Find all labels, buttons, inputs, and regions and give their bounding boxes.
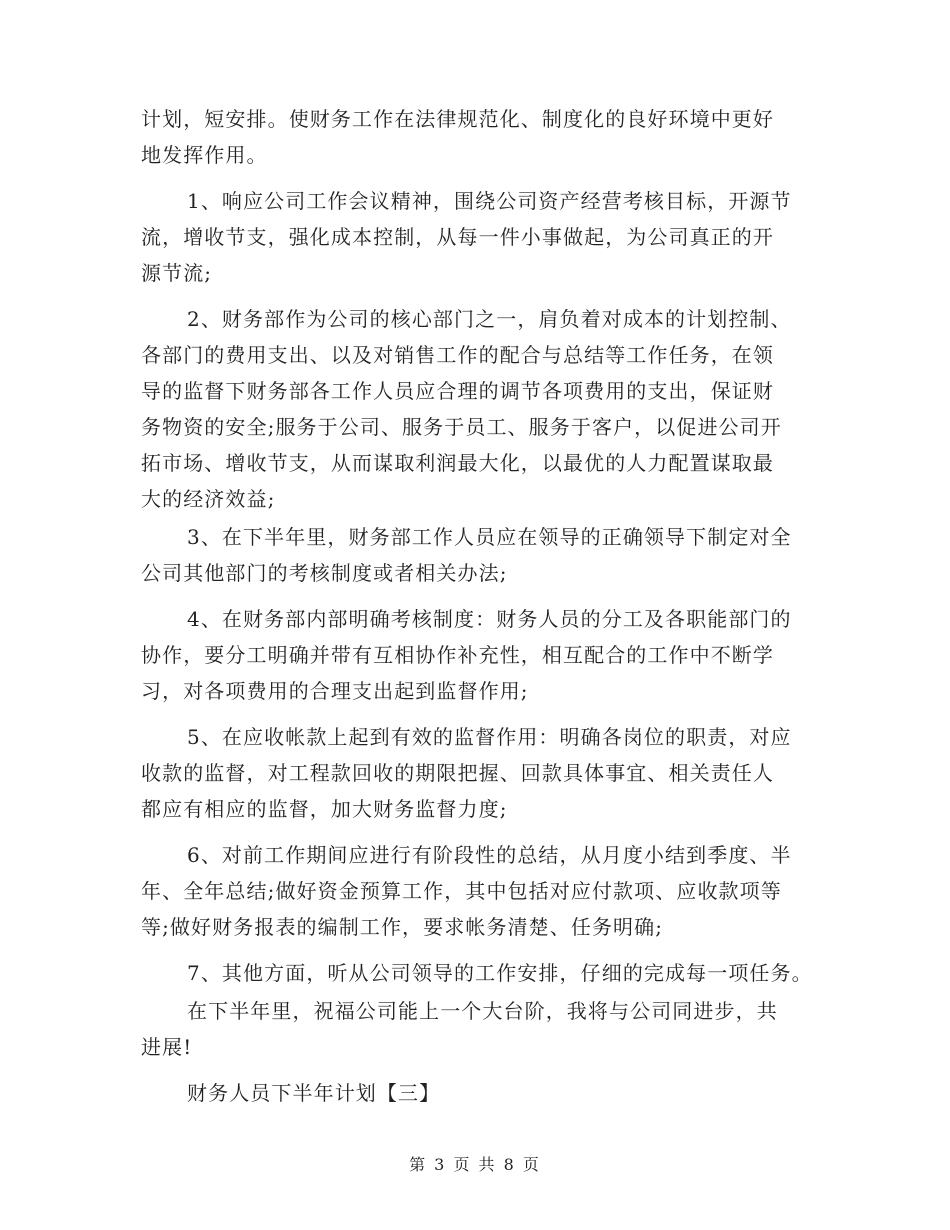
page-number: 第 3 页 共 8 页 — [409, 1155, 541, 1174]
text-line: 1、响应公司工作会议精神，围绕公司资产经营考核目标，开源节 — [187, 189, 792, 213]
text-line: 收款的监督，对工程款回收的期限把握、回款具体事宜、相关责任人 — [141, 761, 774, 785]
text-line: 各部门的费用支出、以及对销售工作的配合与总结等工作任务，在领 — [141, 343, 774, 367]
text-line: 导的监督下财务部各工作人员应合理的调节各项费用的支出，保证财 — [141, 379, 774, 403]
text-line: 大的经济效益; — [141, 487, 276, 511]
text-line: 4、在财务部内部明确考核制度：财务人员的分工及各职能部门的 — [187, 607, 792, 631]
text-line: 进展! — [141, 1035, 193, 1059]
text-line: 地发挥作用。 — [141, 143, 268, 167]
text-line: 务物资的安全;服务于公司、服务于员工、服务于客户，以促进公司开 — [141, 415, 782, 439]
text-line: 3、在下半年里，财务部工作人员应在领导的正确领导下制定对全 — [187, 525, 792, 549]
text-line: 2、财务部作为公司的核心部门之一，肩负着对成本的计划控制、 — [187, 307, 792, 331]
text-line: 7、其他方面，听从公司领导的工作安排，仔细的完成每一项任务。 — [187, 961, 813, 985]
text-line: 等;做好财务报表的编制工作，要求帐务清楚、任务明确; — [141, 915, 664, 939]
text-line: 公司其他部门的考核制度或者相关办法; — [141, 561, 508, 585]
text-line: 计划，短安排。使财务工作在法律规范化、制度化的良好环境中更好 — [141, 107, 774, 131]
text-line: 6、对前工作期间应进行有阶段性的总结，从月度小结到季度、半 — [187, 843, 792, 867]
text-line: 年、全年总结;做好资金预算工作，其中包括对应付款项、应收款项等 — [141, 879, 782, 903]
section-heading: 财务人员下半年计划【三】 — [187, 1081, 441, 1105]
text-line: 5、在应收帐款上起到有效的监督作用：明确各岗位的职责，对应 — [187, 725, 792, 749]
text-line: 在下半年里，祝福公司能上一个大台阶，我将与公司同进步，共 — [187, 999, 778, 1023]
text-line: 源节流; — [141, 261, 213, 285]
text-line: 都应有相应的监督，加大财务监督力度; — [141, 797, 508, 821]
text-line: 流，增收节支，强化成本控制，从每一件小事做起，为公司真正的开 — [141, 225, 774, 249]
text-line: 习，对各项费用的合理支出起到监督作用; — [141, 679, 529, 703]
text-line: 拓市场、增收节支，从而谋取利润最大化，以最优的人力配置谋取最 — [141, 451, 774, 475]
text-line: 协作，要分工明确并带有互相协作补充性，相互配合的工作中不断学 — [141, 643, 774, 667]
